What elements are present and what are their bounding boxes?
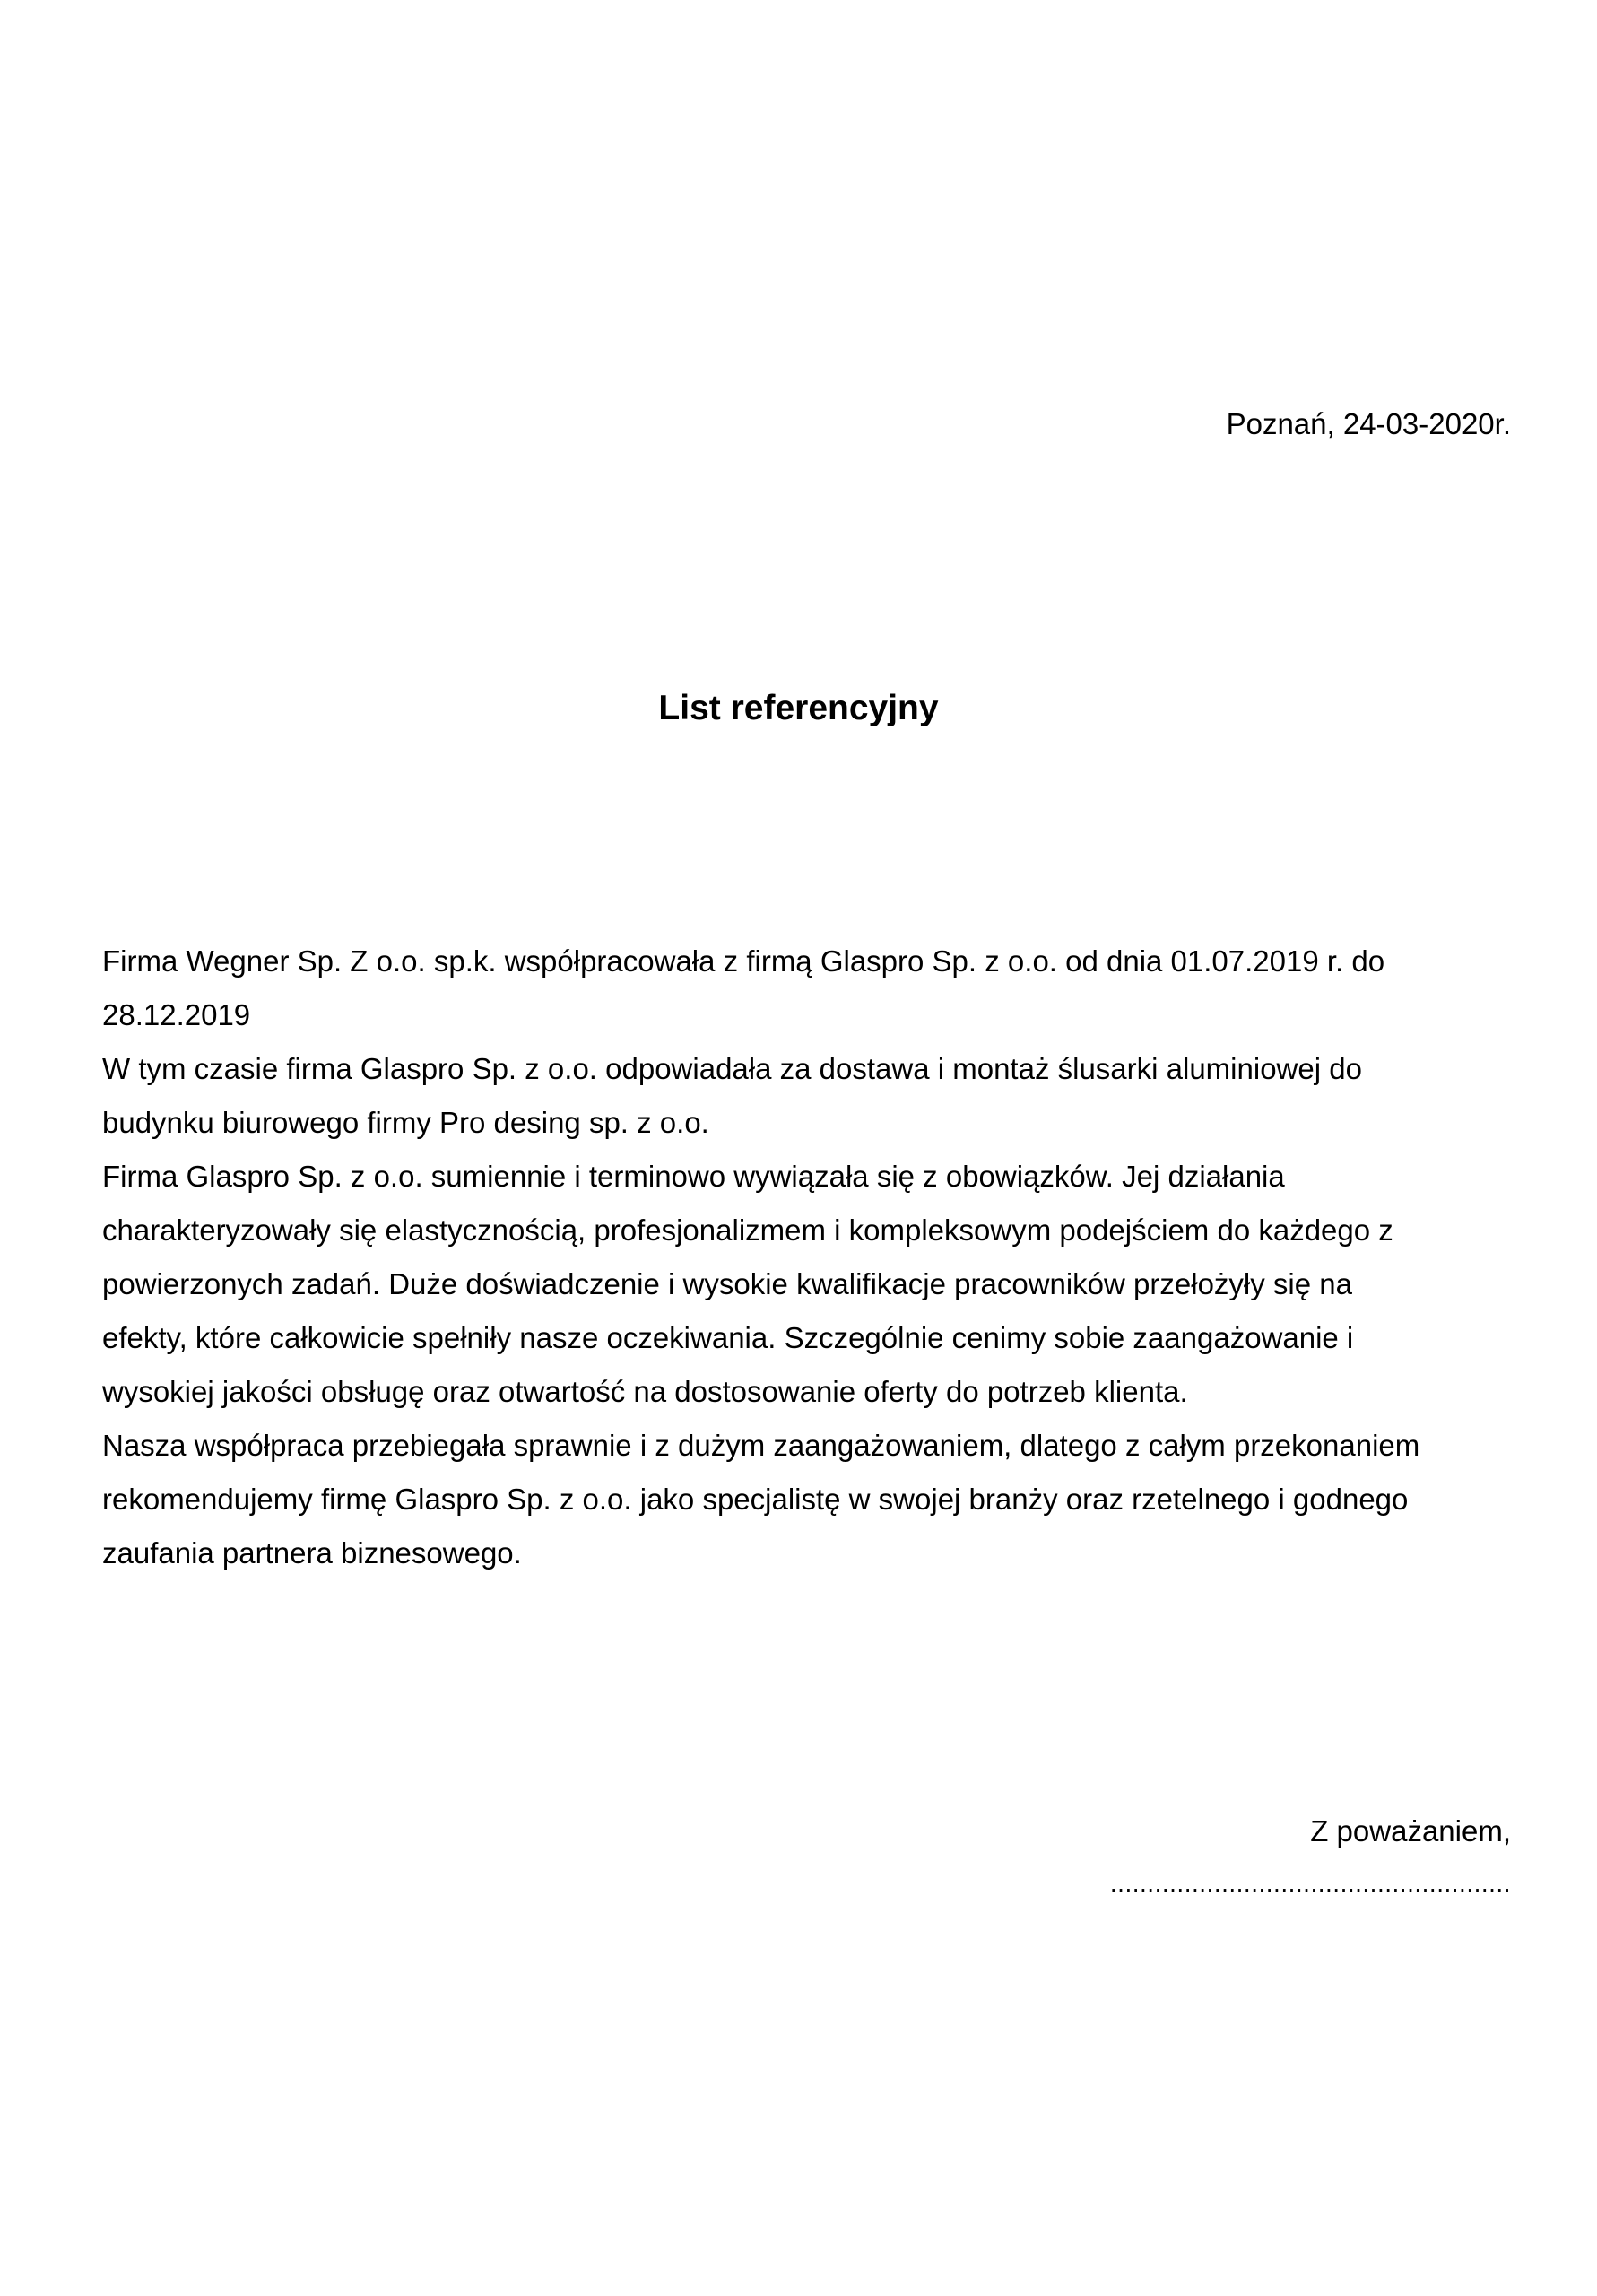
closing-salutation: Z poważaniem, [1310, 1814, 1511, 1848]
body-line: W tym czasie firma Glaspro Sp. z o.o. odpowiadała za dostawa i montaż ślusarki aluminiowej do [102, 1052, 1362, 1085]
body-line: Firma Wegner Sp. Z o.o. sp.k. współpracowała z firmą Glaspro Sp. z o.o. od dnia 01.07.2019 r. do [102, 944, 1385, 978]
body-line: 28.12.2019 [102, 998, 251, 1031]
body-line: charakteryzowały się elastycznością, profesjonalizmem i kompleksowym podejściem do każdego z [102, 1213, 1393, 1247]
place-date: Poznań, 24-03-2020r. [1226, 407, 1511, 440]
body-line: rekomendujemy firmę Glaspro Sp. z o.o. jako specjalistę w swojej branży oraz rzetelnego i godnego [102, 1483, 1409, 1516]
body-line: zaufania partnera biznesowego. [102, 1536, 522, 1570]
signature-line: ...................................................... [1109, 1869, 1511, 1897]
body-line: Nasza współpraca przebiegała sprawnie i z dużym zaangażowaniem, dlatego z całym przekonaniem [102, 1429, 1420, 1462]
body-line: budynku biurowego firmy Pro desing sp. z o.o. [102, 1106, 709, 1139]
body-line: efekty, które całkowicie spełniły nasze oczekiwania. Szczególnie cenimy sobie zaangażowanie i [102, 1321, 1354, 1354]
letter-body [102, 935, 1519, 1580]
body-line: wysokiej jakości obsługę oraz otwartość na dostosowanie oferty do potrzeb klienta. [102, 1375, 1188, 1408]
letter-title: List referencyjny [658, 689, 939, 727]
body-line: powierzonych zadań. Duże doświadczenie i wysokie kwalifikacje pracowników przełożyły się na [102, 1267, 1352, 1300]
body-line: Firma Glaspro Sp. z o.o. sumiennie i terminowo wywiązała się z obowiązków. Jej działania [102, 1160, 1285, 1193]
